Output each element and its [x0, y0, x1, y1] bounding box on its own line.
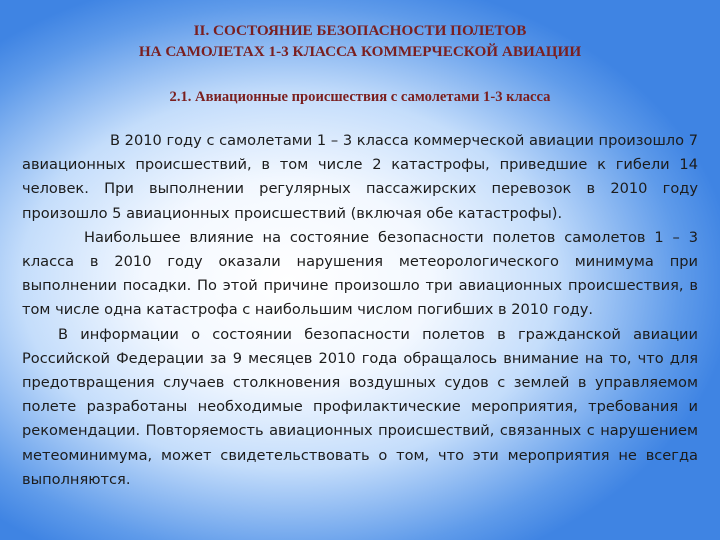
section-subtitle: 2.1. Авиационные происшествия с самолетами 1-3 класса: [169, 89, 551, 105]
slide-title-line-1: II. СОСТОЯНИЕ БЕЗОПАСНОСТИ ПОЛЕТОВ: [193, 22, 527, 39]
paragraph-2: Наибольшее влияние на состояние безопасности полетов самолетов 1 – 3 класса в 2010 году оказали нарушения метеорологического минимума при выполнении посадки. По этой причине произошло три авиационных происшествия, в том числе одна катастрофа с наибольшим числом погибших в 2010 году.: [22, 228, 698, 319]
slide-title: [0, 20, 720, 62]
body-text: [22, 129, 698, 492]
paragraph-3: В информации о состоянии безопасности полетов в гражданской авиации Российской Федерации за 9 месяцев 2010 года обращалось внимание на то, что для предотвращения случаев столкновения воздушных судов с землей в управляемом полете разработаны необходимые профилактические мероприятия, требования и рекомендации. Повторяемость авиационных происшествий, связанных с нарушением метеоминимума, может свидетельствовать о том, что эти мероприятия не всегда выполняются.: [22, 325, 698, 488]
paragraph-1: В 2010 году с самолетами 1 – 3 класса коммерческой авиации произошло 7 авиационных происшествий, в том числе 2 катастрофы, приведшие к гибели 14 человек. При выполнении регулярных пассажирских перевозок в 2010 году произошло 5 авиационных происшествий (включая обе катастрофы).: [22, 132, 698, 222]
slide-title-line-2: НА САМОЛЕТАХ 1-3 КЛАССА КОММЕРЧЕСКОЙ АВИАЦИИ: [138, 43, 582, 60]
